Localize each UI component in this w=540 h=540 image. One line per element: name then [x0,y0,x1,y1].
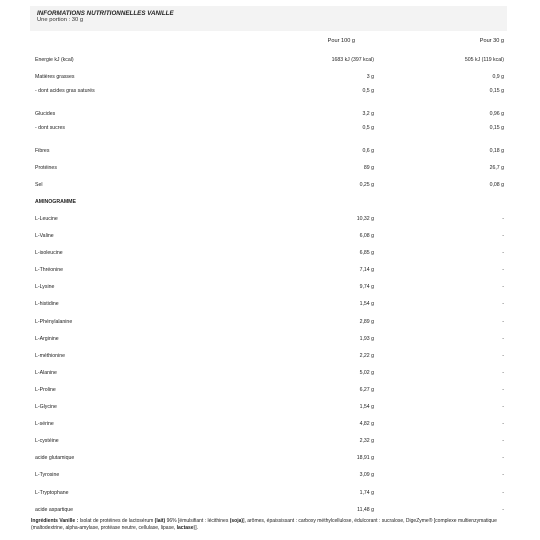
column-header-per100: Pour 100 g [327,38,355,44]
amino-row [30,333,504,345]
row-value-per100: 2,89 g [359,319,374,325]
nutrition-row-sugars [30,122,504,134]
row-value-per100: 4,82 g [359,421,374,427]
row-label: L-Thréonine [35,267,63,273]
amino-row [30,435,504,447]
row-value-per30: - [502,387,504,393]
row-value-per100: 5,02 g [359,370,374,376]
amino-row [30,230,504,242]
section-title: AMINOGRAMME [35,199,76,205]
amino-row [30,487,504,499]
row-label: Fibres [35,148,50,154]
row-value-per100: 0,6 g [362,148,374,154]
row-value-per100: 89 g [363,165,374,171]
amino-row [30,281,504,293]
row-label: L-Tryptophane [35,490,69,496]
row-label: L-cystéine [35,438,59,444]
row-value-per30: - [502,319,504,325]
row-value-per30: 505 kJ (119 kcal) [464,57,504,63]
nutrition-row-carbs [30,108,504,120]
amino-row [30,350,504,362]
nutrition-row-fat [30,71,504,83]
row-label: L-Glycine [35,404,57,410]
row-label: Sel [35,182,43,188]
row-value-per100: 1,54 g [359,404,374,410]
row-value-per100: 1683 kJ (397 kcal) [331,57,374,63]
ingredients-lead: Ingrédients Vanille : [31,518,79,524]
row-label: L-isoleucine [35,250,63,256]
amino-row [30,452,504,464]
row-value-per100: 2,32 g [359,438,374,444]
row-value-per30: - [502,216,504,222]
row-value-per100: 0,5 g [362,88,374,94]
row-value-per30: 0,15 g [489,125,504,131]
row-value-per100: 1,74 g [359,490,374,496]
row-label: L-Valine [35,233,54,239]
amino-row [30,418,504,430]
amino-row [30,401,504,413]
row-label: L-histidine [35,301,59,307]
row-value-per100: 0,25 g [359,182,374,188]
ingredients-text [31,518,506,532]
row-label: acide aspartique [35,507,74,513]
row-value-per30: - [502,284,504,290]
row-value-per100: 3,2 g [362,111,374,117]
row-value-per30: 0,18 g [489,148,504,154]
amino-row [30,384,504,396]
amino-row [30,469,504,481]
ingredients-part-d: )]. [193,525,199,532]
allergen-lait: (lait) [154,518,166,524]
column-header-per30: Pour 30 g [479,38,504,44]
row-label: Glucides [35,111,56,117]
nutrition-row-energy [30,54,504,66]
amino-row [30,264,504,276]
row-value-per100: 11,48 g [357,507,374,513]
amino-row [30,213,504,225]
row-label: L-Tyrosine [35,472,60,478]
nutrition-row-saturated-fat [30,85,504,97]
amino-row [30,247,504,259]
row-value-per30: - [502,250,504,256]
row-value-per100: 3,09 g [359,472,374,478]
nutrition-row-fibres [30,145,504,157]
ingredients-part-c: ], arômes, épaississant : carboxy méthylcellulose, édulcorant : sucralose, DigeZyme® [complexe multienzymatique (maltodextrine, alpha-amylase, protéase neutre, cellulase, lipase, [31,518,497,532]
nutrition-row-salt [30,179,504,191]
aminogramme-heading [30,196,504,208]
row-value-per30: - [502,455,504,461]
row-value-per30: - [502,438,504,444]
allergen-soja: (soja) [229,518,244,524]
row-label: L-Arginine [35,336,59,342]
row-value-per30: - [502,301,504,307]
row-label: L-Lysine [35,284,55,290]
row-label: acide glutamique [35,455,75,461]
allergen-lactase: lactase [176,525,194,532]
row-label: L-méthionine [35,353,65,359]
row-value-per100: 6,85 g [359,250,374,256]
row-label: Protéines [35,165,57,171]
row-value-per30: 0,96 g [489,111,504,117]
row-value-per100: 0,5 g [362,125,374,131]
row-value-per100: 2,22 g [359,353,374,359]
row-value-per30: - [502,267,504,273]
ingredients-part-a: Isolat de protéines de lactosérum [78,518,155,524]
amino-row [30,316,504,328]
nutrition-header [30,6,507,31]
row-value-per100: 3 g [366,74,374,80]
nutrition-title: INFORMATIONS NUTRITIONNELLES VANILLE [37,10,174,17]
row-value-per100: 6,27 g [359,387,374,393]
row-value-per100: 7,14 g [359,267,374,273]
amino-row [30,504,504,516]
row-label: L-Proline [35,387,56,393]
nutrition-row-protein [30,162,504,174]
row-value-per100: 18,91 g [356,455,374,461]
ingredients-part-b: 96% [émulsifiant : lécithines [165,518,230,524]
amino-row [30,367,504,379]
row-value-per30: - [502,233,504,239]
row-value-per100: 1,93 g [359,336,374,342]
row-label: L-sérine [35,421,54,427]
row-value-per30: 0,9 g [492,74,504,80]
row-label: - dont acides gras saturés [35,88,95,94]
row-label: L-Alanine [35,370,57,376]
row-label: - dont sucres [35,125,65,131]
row-value-per30: - [502,490,504,496]
row-value-per100: 9,74 g [359,284,374,290]
row-value-per30: - [502,421,504,427]
row-value-per30: - [502,353,504,359]
row-value-per30: - [502,507,504,513]
row-value-per30: 0,08 g [489,182,504,188]
row-value-per30: - [502,404,504,410]
row-value-per30: - [502,336,504,342]
row-label: L-Leucine [35,216,58,222]
row-label: L-Phénylalanine [35,319,73,325]
row-label: Matières grasses [35,74,75,80]
row-value-per100: 1,54 g [359,301,374,307]
row-value-per100: 6,08 g [359,233,374,239]
row-value-per30: - [502,472,504,478]
row-value-per30: 26,7 g [489,165,504,171]
amino-row [30,298,504,310]
portion-size: Une portion : 30 g [37,17,84,23]
row-label: Energie kJ (kcal) [35,57,74,63]
row-value-per100: 10,32 g [356,216,374,222]
row-value-per30: - [502,370,504,376]
row-value-per30: 0,15 g [489,88,504,94]
